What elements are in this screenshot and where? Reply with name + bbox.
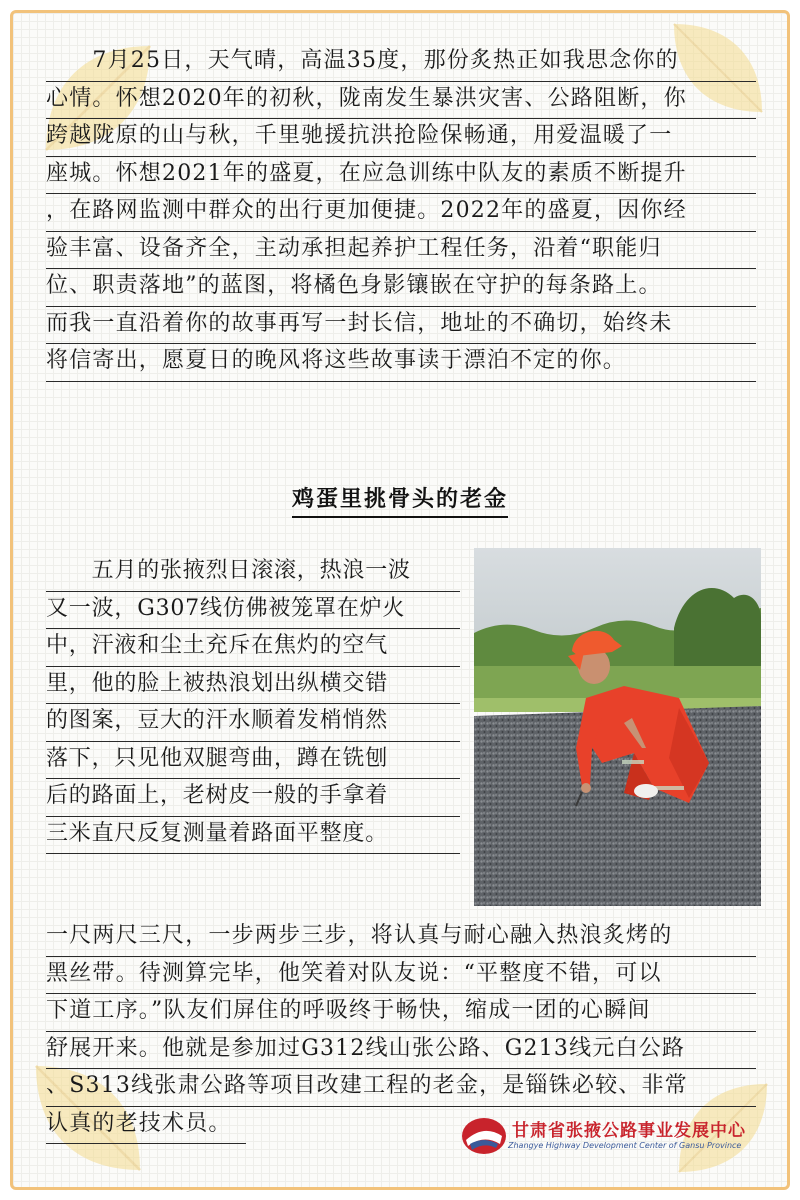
paragraph-line: 位、职责落地”的蓝图，将橘色身影镶嵌在守护的每条路上。 bbox=[46, 269, 756, 307]
paragraph-line: 将信寄出，愿夏日的晚风将这些故事读于漂泊不定的你。 bbox=[46, 344, 756, 382]
paragraph-line: 舒展开来。他就是参加过G312线山张公路、G213线元白公路 bbox=[46, 1032, 756, 1070]
paragraph-line: 又一波，G307线仿佛被笼罩在炉火 bbox=[46, 592, 460, 630]
paragraph-line: 里，他的脸上被热浪划出纵横交错 bbox=[46, 667, 460, 705]
paragraph-line: 落下，只见他双腿弯曲，蹲在铣刨 bbox=[46, 742, 460, 780]
paragraph-line: 下道工序。”队友们屏住的呼吸终于畅快，缩成一团的心瞬间 bbox=[46, 994, 756, 1032]
paragraph-line: 后的路面上，老树皮一般的手拿着 bbox=[46, 779, 460, 817]
organization-logo bbox=[458, 1110, 778, 1160]
paragraph-line: 三米直尺反复测量着路面平整度。 bbox=[46, 817, 460, 855]
paragraph-line: 黑丝带。待测算完毕，他笑着对队友说：“平整度不错，可以 bbox=[46, 957, 756, 995]
section-title: 鸡蛋里挑骨头的老金 bbox=[292, 486, 508, 518]
paragraph-line: 验丰富、设备齐全，主动承担起养护工程任务，沿着“职能归 bbox=[46, 232, 756, 270]
paragraph-line: 、S313线张肃公路等项目改建工程的老金，是锱铢必较、非常 bbox=[46, 1069, 756, 1107]
worker-measuring-road-photo bbox=[474, 548, 761, 906]
paragraph-line: 而我一直沿着你的故事再写一封长信，地址的不确切，始终未 bbox=[46, 307, 756, 345]
paragraph-line: 中，汗液和尘土充斥在焦灼的空气 bbox=[46, 629, 460, 667]
paragraph-line: 认真的老技术员。 bbox=[46, 1107, 246, 1145]
paragraph-line: 7月25日，天气晴，高温35度，那份炙热正如我思念你的 bbox=[46, 44, 756, 82]
letter-paragraph bbox=[46, 44, 756, 382]
organization-name: 甘肃省张掖公路事业发展中心 bbox=[512, 1121, 746, 1141]
paragraph-line: 跨越陇原的山与秋，千里驰援抗洪抢险保畅通，用爱温暖了一 bbox=[46, 119, 756, 157]
story-paragraph-left bbox=[46, 554, 460, 854]
paragraph-line: 心情。怀想2020年的初秋，陇南发生暴洪灾害、公路阻断，你 bbox=[46, 82, 756, 120]
organization-name-english: Zhangye Highway Development Center of Gansu Province bbox=[508, 1141, 742, 1150]
paragraph-line: ，在路网监测中群众的出行更加便捷。2022年的盛夏，因你经 bbox=[46, 194, 756, 232]
paragraph-line: 五月的张掖烈日滚滚，热浪一波 bbox=[46, 554, 460, 592]
paragraph-line: 一尺两尺三尺，一步两步三步，将认真与耐心融入热浪炙烤的 bbox=[46, 919, 756, 957]
paragraph-line: 座城。怀想2021年的盛夏，在应急训练中队友的素质不断提升 bbox=[46, 157, 756, 195]
organization-emblem-icon bbox=[460, 1114, 508, 1158]
section-title-wrapper bbox=[0, 482, 800, 513]
paragraph-line: 的图案，豆大的汗水顺着发梢悄然 bbox=[46, 704, 460, 742]
